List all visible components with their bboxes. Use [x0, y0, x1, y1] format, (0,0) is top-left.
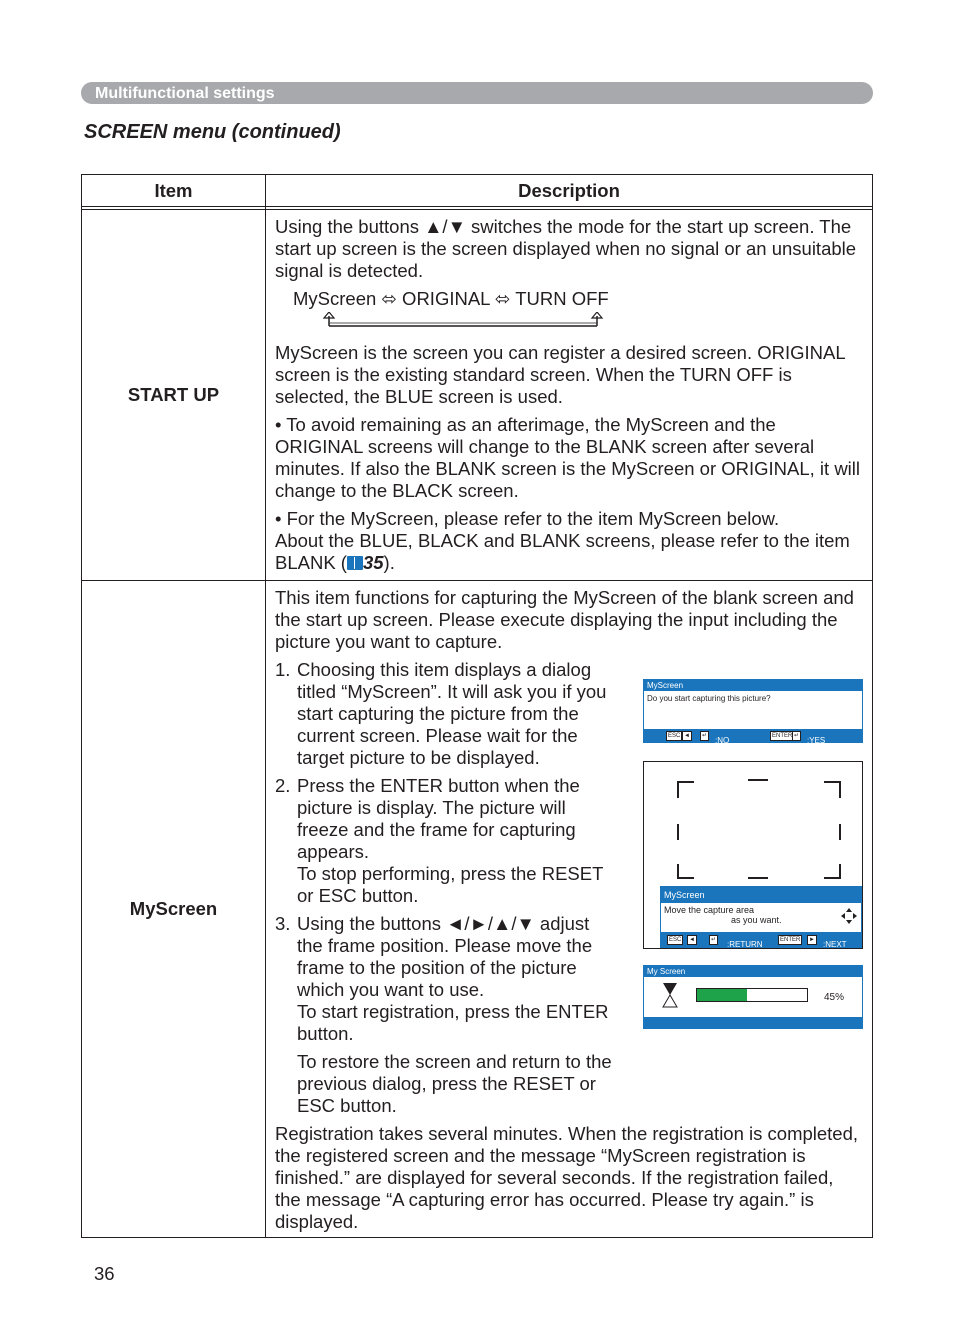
table-row-startup: [82, 210, 873, 581]
esc-key-2: ESC: [669, 937, 682, 943]
dialog-confirm-title: MyScreen: [644, 680, 862, 691]
startup-paragraph-4: [275, 508, 864, 574]
myscreen-outro: Registration takes several minutes. When the registration is completed, the registered screen and the message “MyScreen registration is finished.” are displayed for several seconds. If the registration failed, the message “A capturing error has occurred. Please try again.” is displayed.: [275, 1123, 859, 1232]
dialog-move-line1: Move the capture area: [664, 905, 755, 915]
capture-frame-screen: [643, 761, 863, 949]
table-header-row: [82, 175, 873, 207]
startup-mode-cycle: MyScreen ⬄ ORIGINAL ⬄ TURN OFF: [293, 288, 609, 309]
item-myscreen: MyScreen: [82, 581, 266, 1238]
table-row-myscreen: [82, 581, 873, 1238]
desc-startup: [266, 210, 873, 581]
dialog-move-next[interactable]: :NEXT: [823, 940, 847, 949]
cycle-return-arrow: [275, 312, 864, 332]
startup-ref-close: ).: [383, 552, 395, 573]
desc-myscreen: [266, 581, 873, 1238]
enter-key-2: ENTER: [780, 937, 801, 943]
item-startup: START UP: [82, 210, 266, 581]
startup-paragraph-1: Using the buttons ▲/▼ switches the mode for the start up screen. The start up screen is the screen displayed when no signal or an unsuitable signal is detected.: [275, 216, 857, 281]
return-arrow-icon: [323, 312, 623, 332]
step-3-start-text: To start registration, press the ENTER button.: [297, 1001, 609, 1044]
dialog-move-title: MyScreen: [661, 887, 861, 903]
startup-paragraph-2: MyScreen is the screen you can register a desired screen. ORIGINAL screen is the existing standard screen. When the TURN OFF is selected, the BLUE screen is used.: [275, 342, 845, 407]
step-2: [275, 775, 615, 907]
dialog-confirm-yes[interactable]: :YES: [807, 736, 826, 745]
progress-bar-fill: [697, 989, 747, 1001]
myscreen-intro: This item functions for capturing the MyScreen of the blank screen and the start up screen. Please execute displaying the input including the picture you want to capture.: [275, 587, 854, 652]
move-arrows-icon: [840, 907, 858, 925]
startup-paragraph-3: • To avoid remaining as an afterimage, the MyScreen and the ORIGINAL screens will change to the BLANK screen after several minutes. If also the BLANK screen is the MyScreen or ORIGINAL, it will change to the BLACK screen.: [275, 414, 861, 501]
enter-arrow-key-icon-3: ↵: [711, 937, 717, 943]
dialog-confirm-capture: [643, 679, 863, 743]
startup-ref-blank: About the BLUE, BLACK and BLANK screens, please refer to the item BLANK (: [275, 530, 850, 573]
step-3-restore-text: To restore the screen and return to the previous dialog, press the RESET or ESC button.: [297, 1051, 612, 1116]
esc-key: ESC: [668, 733, 681, 739]
step-3-text: Using the buttons ◄/►/▲/▼ adjust the frame position. Please move the frame to the position of the picture which you want to use.: [297, 913, 593, 1000]
section-header-bar: [81, 82, 873, 104]
left-arrow-key-icon-2: ◄: [689, 937, 695, 943]
dialog-progress-title: My Screen: [644, 966, 862, 977]
left-arrow-key-icon: ◄: [684, 733, 690, 739]
progress-percent: 45%: [824, 992, 845, 1003]
step-1: [275, 659, 615, 769]
step-2-number: 2.: [275, 775, 291, 796]
dialog-move-frame: [660, 886, 862, 948]
step-1-number: 1.: [275, 659, 291, 680]
book-icon: [347, 556, 363, 570]
col-header-item: Item: [82, 175, 266, 207]
enter-arrow-key-icon-2: ↵: [794, 733, 800, 739]
step-3-number: 3.: [275, 913, 291, 934]
hourglass-icon: [662, 982, 678, 1008]
step-2-text: Press the ENTER button when the picture is display. The picture will freeze and the frame for capturing appears.: [297, 775, 580, 862]
myscreen-steps: [275, 659, 864, 1117]
step-3: [275, 913, 615, 1117]
page-number: 36: [94, 1263, 115, 1284]
section-label: Multifunctional settings: [95, 85, 275, 102]
col-header-description: Description: [266, 175, 873, 207]
screen-menu-table: [81, 174, 873, 1238]
enter-key: ENTER: [772, 733, 793, 739]
startup-ref-myscreen: • For the MyScreen, please refer to the item MyScreen below.: [275, 508, 780, 529]
enter-arrow-key-icon: ↵: [702, 733, 708, 739]
dialog-progress: [643, 965, 863, 1029]
step-2-stop-text: To stop performing, press the RESET or ESC button.: [297, 863, 604, 906]
dialog-move-line2: as you want.: [731, 915, 782, 925]
step-1-text: Choosing this item displays a dialog titled “MyScreen”. It will ask you if you start capturing the picture from the current screen. Please wait for the target picture to be displayed.: [297, 659, 607, 768]
dialog-move-return[interactable]: :RETURN: [727, 940, 763, 949]
progress-bar: [696, 988, 808, 1002]
page-title: SCREEN menu (continued): [84, 121, 341, 143]
page-ref-35[interactable]: 35: [362, 552, 384, 573]
dialog-confirm-question: Do you start capturing this picture?: [647, 694, 771, 703]
right-arrow-key-icon: ►: [809, 937, 815, 943]
dialog-confirm-no[interactable]: :NO: [715, 736, 730, 745]
